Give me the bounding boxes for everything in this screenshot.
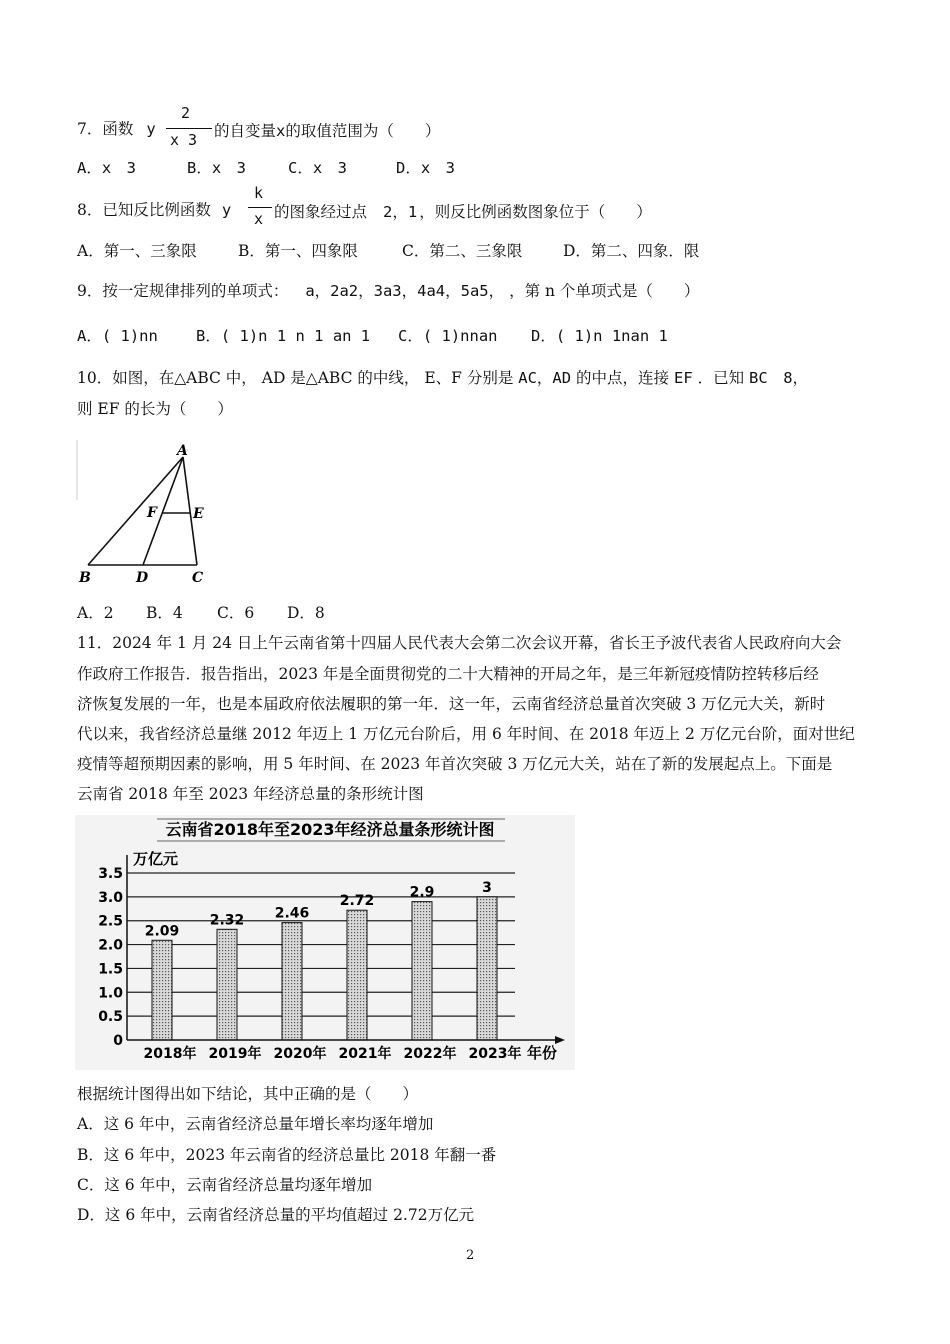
label-e: E [193, 506, 204, 522]
bar-value-label: 2.46 [274, 905, 310, 922]
q7-denominator: x 3 [170, 131, 198, 149]
y-axis-label: 万亿元 [133, 850, 179, 868]
q11-question: 根据统计图得出如下结论，其中正确的是（ ） [77, 1085, 419, 1103]
bar-value-label: 2.09 [144, 923, 180, 940]
bar-value-label: 2.32 [209, 912, 245, 929]
q8-denominator: x [254, 210, 264, 228]
x-tick-label: 2021年 [338, 1046, 392, 1062]
q11-line-2: 作政府工作报告．报告指出，2023 年是全面贯彻党的二十大精神的开局之年，是三年新冠疫情防控转移后经 [77, 665, 819, 683]
q7-option-a: A．x 3 [77, 159, 136, 177]
q11-line-1: 11．2024 年 1 月 24 日上午云南省第十四届人民代表大会第二次会议开幕，省长王予波代表省人民政府向大会 [77, 634, 842, 652]
label-a: A [177, 443, 188, 459]
q8-fraction [248, 184, 272, 230]
x-tick-label: 2018年 [143, 1046, 197, 1062]
q10-option-c: C．6 [217, 604, 255, 622]
q10-line2: 则 EF 的长为（ ） [77, 400, 233, 418]
bar-2018年 [152, 940, 172, 1040]
y-tick-label: 0.5 [98, 1009, 123, 1026]
y-tick-label: 3.0 [98, 889, 123, 906]
bar-value-label: 2.72 [339, 893, 375, 910]
q8-option-a: A．第一、三象限 [77, 242, 197, 260]
side-ab [88, 457, 183, 565]
bar-chart [75, 815, 575, 1070]
q9-option-b: B．( 1)n 1 n 1 an 1 [196, 327, 371, 345]
y-tick-label: 1.5 [98, 961, 123, 978]
q11-option-b: B．这 6 年中，2023 年云南省的经济总量比 2018 年翻一番 [77, 1146, 497, 1164]
q11-option-a: A．这 6 年中，云南省经济总量年增长率均逐年增加 [77, 1115, 434, 1133]
bar-2021年 [347, 910, 367, 1040]
x-tick-label: 2023年 [468, 1046, 522, 1062]
y-tick-label: 1.0 [98, 985, 123, 1002]
q7-y: y [146, 120, 156, 138]
x-tick-label: 2022年 [403, 1046, 457, 1062]
bar-2022年 [412, 902, 432, 1040]
label-f: F [147, 505, 157, 521]
q11-option-c: C．这 6 年中，云南省经济总量均逐年增加 [77, 1176, 373, 1194]
chart-title: 云南省2018年至2023年经济总量条形统计图 [165, 820, 495, 839]
q7-option-d: D．x 3 [396, 159, 455, 177]
q9-stem: 9．按一定规律排列的单项式： a，2a2，3a3，4a4，5a5， ，第 n 个单项式是（ ） [77, 282, 700, 300]
y-tick-label: 2.0 [98, 937, 123, 954]
q9-option-a: A．( 1)nn [77, 327, 158, 345]
q8-option-d: D．第二、四象．限 [563, 242, 700, 260]
x-tick-label: 2020年 [273, 1046, 327, 1062]
label-b: B [79, 570, 91, 586]
q8-y: y [221, 201, 232, 219]
bar-value-label: 3 [482, 879, 492, 896]
q11-line-3: 济恢复发展的一年，也是本届政府依法履职的第一年．这一年，云南省经济总量首次突破 3 万亿元大关，新时 [77, 695, 826, 713]
bar-2020年 [282, 923, 302, 1040]
q10-line1: 10．如图，在△ABC 中， AD 是△ABC 的中线， E、F 分别是 AC，AD 的中点，连接 EF ．已知 BC 8， [77, 369, 809, 387]
q11-line-4: 代以来，我省经济总量继 2012 年迈上 1 万亿元台阶后，用 6 年时间、在 2018 年迈上 2 万亿元台阶，面对世纪 [77, 725, 855, 743]
q8-option-b: B．第一、四象限 [238, 242, 358, 260]
page-number: 2 [466, 1248, 475, 1263]
q7-stem-end: 的自变量x的取值范围为（ ） [214, 122, 441, 140]
x-axis-label: 年份 [527, 1044, 558, 1062]
q9-option-d: D．( 1)n 1nan 1 [531, 327, 668, 345]
q8-stem-rest: 的图象经过点 2，1 ，则反比例函数图象位于（ ） [274, 203, 652, 221]
q10-option-a: A．2 [77, 604, 114, 622]
q8-option-c: C．第二、三象限 [402, 242, 523, 260]
q7-option-b: B．x 3 [187, 159, 246, 177]
y-tick-label: 3.5 [98, 866, 123, 882]
q11-line-5: 疫情等超预期因素的影响，用 5 年时间、在 2023 年首次突破 3 万亿元大关，站在了新的发展起点上。下面是 [77, 755, 833, 773]
y-tick-label: 2.5 [98, 913, 123, 930]
bar-2019年 [217, 929, 237, 1040]
q7-option-c: C．x 3 [288, 159, 347, 177]
label-c: C [192, 570, 204, 586]
q9-option-c: C．( 1)nnan [398, 327, 498, 345]
x-tick-label: 2019年 [208, 1046, 262, 1062]
q10-option-b: B．4 [146, 604, 183, 622]
bar-value-label: 2.9 [409, 884, 435, 901]
bar-2023年 [477, 897, 497, 1040]
q8-numerator: k [254, 184, 264, 202]
q10-option-d: D．8 [287, 604, 325, 622]
q8-stem: 8．已知反比例函数 y [77, 201, 232, 219]
label-d: D [136, 570, 149, 586]
q11-option-d: D．这 6 年中，云南省经济总量的平均值超过 2.72万亿元 [77, 1206, 475, 1224]
q7-stem [77, 119, 156, 139]
q11-line-6: 云南省 2018 年至 2023 年经济总量的条形统计图 [77, 785, 424, 803]
triangle-figure [75, 438, 225, 588]
q7-stem-start: 7．函数 [77, 120, 134, 138]
q7-numerator: 2 [181, 104, 191, 122]
q7-fraction [166, 104, 212, 150]
q9-terms: a，2a2，3a3，4a4，5a5， [305, 282, 505, 300]
y-tick-label: 0 [113, 1033, 123, 1049]
